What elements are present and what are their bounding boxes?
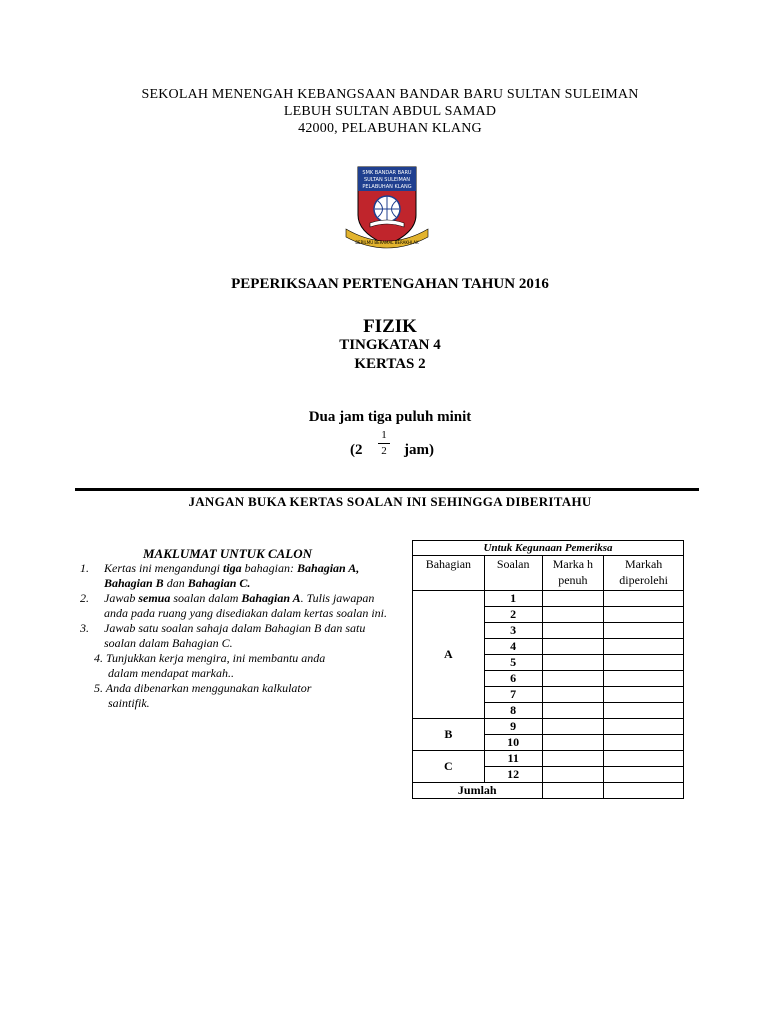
school-street: LEBUH SULTAN ABDUL SAMAD [283, 104, 497, 119]
duration-fraction [378, 429, 390, 458]
full-marks-cell [542, 719, 604, 735]
info-item-2 [80, 591, 400, 621]
info-heading: MAKLUMAT UNTUK CALON [142, 546, 313, 561]
question-number: 7 [484, 687, 542, 703]
full-marks-cell [542, 767, 604, 783]
info-item-number: 3. [80, 621, 89, 635]
full-marks-cell [542, 655, 604, 671]
full-marks-cell [542, 623, 604, 639]
fraction-numerator: 1 [381, 429, 387, 441]
candidate-info [80, 546, 400, 711]
exam-subject: FIZIK [363, 316, 417, 337]
obtained-marks-cell[interactable] [604, 623, 684, 639]
warning-notice: JANGAN BUKA KERTAS SOALAN INI SEHINGGA DIBERITAHU [188, 494, 592, 509]
school-logo [344, 163, 430, 253]
question-number: 10 [484, 735, 542, 751]
logo-text-bot: PELABUHAN KLANG [362, 184, 412, 190]
section-c-cell: C [413, 751, 485, 783]
full-marks-cell [542, 751, 604, 767]
school-name: SEKOLAH MENENGAH KEBANGSAAN BANDAR BARU SULTAN SULEIMAN [141, 87, 639, 102]
total-full-marks-cell [542, 783, 604, 799]
obtained-marks-cell[interactable] [604, 639, 684, 655]
table-caption: Untuk Kegunaan Pemeriksa [413, 541, 684, 556]
logo-banner-text: BERILMU BERAMAL BERAKHLAK [355, 240, 419, 245]
full-marks-cell [542, 687, 604, 703]
obtained-marks-cell[interactable] [604, 767, 684, 783]
info-text: bahagian: [241, 561, 298, 575]
full-marks-cell [542, 703, 604, 719]
info-item-4: 4. Tunjukkan kerja mengira, ini membantu anda [94, 651, 326, 665]
question-number: 2 [484, 607, 542, 623]
header-obtained-marks: Markah diperolehi [604, 556, 684, 591]
info-text: Jawab satu soalan sahaja dalam Bahagian B dan satu soalan dalam Bahagian C. [104, 621, 366, 650]
question-number: 8 [484, 703, 542, 719]
fraction-denominator: 2 [381, 445, 387, 457]
question-number: 3 [484, 623, 542, 639]
info-emphasis: semua [138, 591, 171, 605]
question-number: 6 [484, 671, 542, 687]
info-emphasis: Bahagian A [241, 591, 301, 605]
full-marks-cell [542, 639, 604, 655]
info-item-4-cont: dalam mendapat markah.. [108, 666, 234, 680]
info-emphasis: Bahagian C. [187, 576, 251, 590]
question-number: 12 [484, 767, 542, 783]
full-marks-cell [542, 591, 604, 607]
fraction-bar [378, 443, 390, 444]
total-label: Jumlah [413, 783, 543, 799]
obtained-marks-cell[interactable] [604, 687, 684, 703]
divider-rule [75, 488, 699, 491]
full-marks-cell [542, 607, 604, 623]
header-question: Soalan [484, 556, 542, 591]
obtained-marks-cell[interactable] [604, 703, 684, 719]
question-number: 4 [484, 639, 542, 655]
school-city: 42000, PELABUHAN KLANG [298, 121, 482, 136]
info-item-number: 1. [80, 561, 89, 575]
obtained-marks-cell[interactable] [604, 735, 684, 751]
info-item-5-cont: saintifik. [108, 696, 150, 710]
full-marks-cell [542, 735, 604, 751]
question-number: 11 [484, 751, 542, 767]
info-text: soalan dalam [170, 591, 242, 605]
exam-duration-unit: jam) [404, 442, 434, 458]
obtained-marks-cell[interactable] [604, 591, 684, 607]
obtained-marks-cell[interactable] [604, 719, 684, 735]
obtained-marks-cell[interactable] [604, 671, 684, 687]
exam-duration-words: Dua jam tiga puluh minit [308, 409, 472, 425]
school-header [0, 86, 768, 137]
obtained-marks-cell[interactable] [604, 607, 684, 623]
info-text: Kertas ini mengandungi [104, 561, 223, 575]
info-text: Jawab [104, 591, 139, 605]
question-number: 9 [484, 719, 542, 735]
logo-text-mid: SULTAN SULEIMAN [363, 177, 411, 183]
total-obtained-marks-cell[interactable] [604, 783, 684, 799]
exam-paper: KERTAS 2 [354, 356, 426, 372]
info-text: . Tulis jawapan anda pada ruang yang disediakan dalam kertas soalan ini. [104, 591, 387, 620]
info-emphasis: Bahagian A, Bahagian B [104, 561, 360, 590]
info-item-number: 2. [80, 591, 89, 605]
info-item-3 [80, 621, 400, 651]
info-item-1 [80, 561, 400, 591]
section-b-cell: B [413, 719, 485, 751]
section-a-cell: A [413, 591, 485, 719]
obtained-marks-cell[interactable] [604, 751, 684, 767]
exam-form: TINGKATAN 4 [339, 337, 441, 353]
info-item-5: 5. Anda dibenarkan menggunakan kalkulator [94, 681, 312, 695]
obtained-marks-cell[interactable] [604, 655, 684, 671]
header-full-marks: Marka h penuh [542, 556, 604, 591]
examiner-table [412, 540, 684, 799]
exam-duration-hours: (2 [350, 442, 363, 458]
info-emphasis: tiga [223, 561, 242, 575]
question-number: 5 [484, 655, 542, 671]
info-text: dan [163, 576, 188, 590]
header-section: Bahagian [413, 556, 485, 591]
logo-text-top: SMK BANDAR BARU [362, 170, 412, 176]
full-marks-cell [542, 671, 604, 687]
exam-title: PEPERIKSAAN PERTENGAHAN TAHUN 2016 [231, 276, 549, 292]
question-number: 1 [484, 591, 542, 607]
